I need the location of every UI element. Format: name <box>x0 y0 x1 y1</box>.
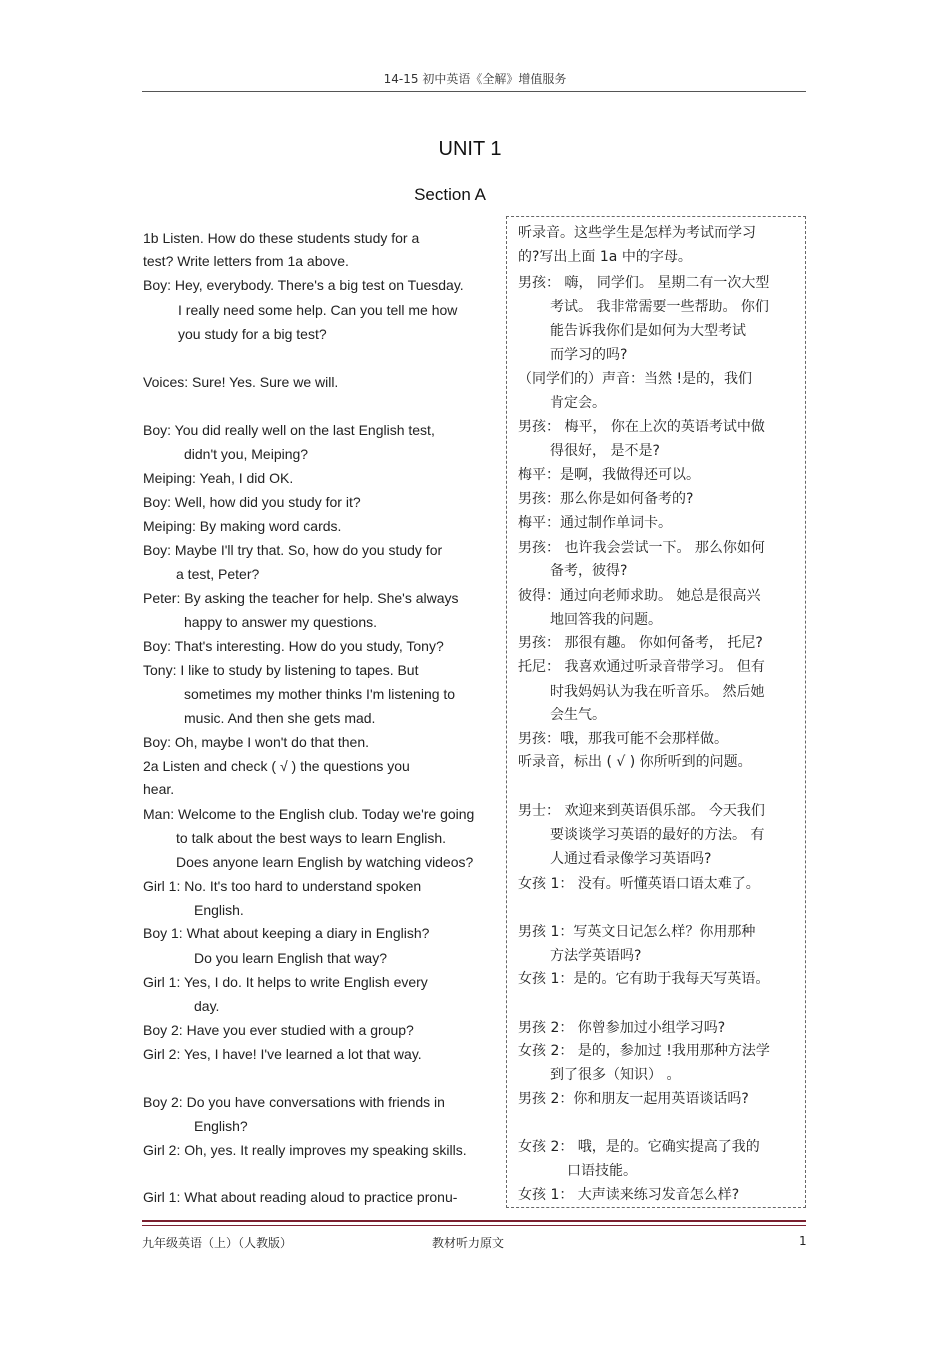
unit-title: UNIT 1 <box>438 138 502 160</box>
translation-line: 男孩： 也许我会尝试一下。 那么你如何 <box>518 540 765 556</box>
translation-line: 人通过看录像学习英语吗? <box>550 851 712 867</box>
translation-line: 男孩 2： 你曾参加过小组学习吗? <box>518 1020 726 1036</box>
header-rule <box>142 91 806 92</box>
text-line: Boy: That's interesting. How do you study, Tony? <box>143 638 444 654</box>
translation-line: 方法学英语吗? <box>550 948 642 964</box>
translation-line: 女孩 1： 大声读来练习发音怎么样? <box>518 1187 740 1203</box>
text-line: Boy: Oh, maybe I won't do that then. <box>143 734 370 750</box>
text-line: Boy: Well, how did you study for it? <box>143 494 361 510</box>
footer-rule-thick <box>142 1220 806 1222</box>
translation-line: 彼得：通过向老师求助。 她总是很高兴 <box>518 588 761 604</box>
text-line: Do you learn English that way? <box>194 950 387 966</box>
text-line: Voices: Sure! Yes. Sure we will. <box>143 374 339 390</box>
text-line: a test, Peter? <box>176 566 260 582</box>
translation-line: 男孩： 梅平， 你在上次的英语考试中做 <box>518 419 765 435</box>
translation-line: 的?写出上面 1a 中的字母。 <box>518 249 692 265</box>
translation-line: 地回答我的问题。 <box>550 612 662 628</box>
text-line: Boy 2: Do you have conversations with friends in <box>143 1094 445 1110</box>
text-line: 1b Listen. How do these students study for a <box>143 230 420 246</box>
translation-line: 考试。 我非常需要一些帮助。 你们 <box>550 299 769 315</box>
text-line: Meiping: By making word cards. <box>143 518 342 534</box>
text-line: music. And then she gets mad. <box>184 710 376 726</box>
translation-line: 梅平：通过制作单词卡。 <box>518 515 672 531</box>
translation-line: 男孩：哦，那我可能不会那样做。 <box>518 731 728 747</box>
text-line: Man: Welcome to the English club. Today we're going <box>143 806 475 822</box>
translation-line: 听录音，标出 ( √ ) 你所听到的问题。 <box>518 754 752 770</box>
footer-rule-thin <box>142 1225 806 1226</box>
text-line: Peter: By asking the teacher for help. She's always <box>143 590 459 606</box>
translation-line: 男孩：那么你是如何备考的? <box>518 491 694 507</box>
translation-line: 女孩 2： 是的，参加过 !我用那种方法学 <box>518 1043 770 1059</box>
text-line: English. <box>194 902 244 918</box>
translation-line: 女孩 2： 哦，是的。它确实提高了我的 <box>518 1139 760 1155</box>
translation-line: 会生气。 <box>550 707 606 723</box>
translation-line: 能告诉我你们是如何为大型考试 <box>550 323 746 339</box>
translation-line: 听录音。这些学生是怎样为考试而学习 <box>518 225 756 241</box>
text-line: test? Write letters from 1a above. <box>143 253 349 269</box>
text-line: Girl 2: Yes, I have! I've learned a lot that way. <box>143 1046 422 1062</box>
translation-line: 男士： 欢迎来到英语俱乐部。 今天我们 <box>518 803 765 819</box>
translation-line: 肯定会。 <box>550 395 606 411</box>
text-line: Girl 1: What about reading aloud to practice pronu- <box>143 1189 458 1205</box>
text-line: hear. <box>143 781 175 797</box>
text-line: Girl 1: Yes, I do. It helps to write English every <box>143 974 428 990</box>
translation-line: 得很好， 是不是? <box>550 443 660 459</box>
text-line: sometimes my mother thinks I'm listening to <box>184 686 456 702</box>
text-line: day. <box>194 998 220 1014</box>
translation-line: 到了很多（知识） 。 <box>550 1067 681 1083</box>
translation-line: 女孩 1：是的。它有助于我每天写英语。 <box>518 971 770 987</box>
text-line: Boy: You did really well on the last English test, <box>143 422 435 438</box>
page-number: 1 <box>799 1234 807 1248</box>
text-line: I really need some help. Can you tell me how <box>178 302 458 318</box>
text-line: didn't you, Meiping? <box>184 446 309 462</box>
text-line: Boy: Maybe I'll try that. So, how do you study for <box>143 542 443 558</box>
translation-line: 男孩 1：写英文日记怎么样？你用那种 <box>518 924 756 940</box>
translation-line: 男孩： 嗨， 同学们。 星期二有一次大型 <box>518 275 770 291</box>
text-line: happy to answer my questions. <box>184 614 377 630</box>
translation-line: 备考，彼得? <box>550 563 628 579</box>
translation-line: 口语技能。 <box>567 1163 637 1179</box>
translation-line: 男孩： 那很有趣。 你如何备考， 托尼? <box>518 635 763 651</box>
text-line: English? <box>194 1118 248 1134</box>
translation-line: 时我妈妈认为我在听音乐。 然后她 <box>550 684 765 700</box>
text-line: Boy 1: What about keeping a diary in English? <box>143 925 430 941</box>
footer-section-label: 教材听力原文 <box>432 1236 505 1250</box>
page-header: 14-15 初中英语《全解》增值服务 <box>383 72 567 86</box>
text-line: Does anyone learn English by watching videos? <box>176 854 474 870</box>
translation-line: （同学们的）声音：当然 !是的，我们 <box>518 371 753 387</box>
footer-book-title: 九年级英语（上）（人教版） <box>142 1236 293 1250</box>
text-line: Boy: Hey, everybody. There's a big test on Tuesday. <box>143 277 464 293</box>
text-line: Girl 2: Oh, yes. It really improves my speaking skills. <box>143 1142 467 1158</box>
section-title: Section A <box>414 185 486 204</box>
text-line: Tony: I like to study by listening to tapes. But <box>143 662 419 678</box>
translation-line: 托尼： 我喜欢通过听录音带学习。 但有 <box>518 659 765 675</box>
translation-line: 而学习的吗? <box>550 347 628 363</box>
text-line: Meiping: Yeah, I did OK. <box>143 470 294 486</box>
text-line: 2a Listen and check ( √ ) the questions you <box>143 758 410 774</box>
text-line: Girl 1: No. It's too hard to understand spoken <box>143 878 422 894</box>
text-line: you study for a big test? <box>178 326 327 342</box>
text-line: Boy 2: Have you ever studied with a group? <box>143 1022 414 1038</box>
translation-line: 女孩 1： 没有。听懂英语口语太难了。 <box>518 876 760 892</box>
translation-line: 梅平：是啊，我做得还可以。 <box>518 467 700 483</box>
text-line: to talk about the best ways to learn English. <box>176 830 447 846</box>
translation-line: 要谈谈学习英语的最好的方法。 有 <box>550 827 765 843</box>
translation-line: 男孩 2：你和朋友一起用英语谈话吗? <box>518 1091 749 1107</box>
